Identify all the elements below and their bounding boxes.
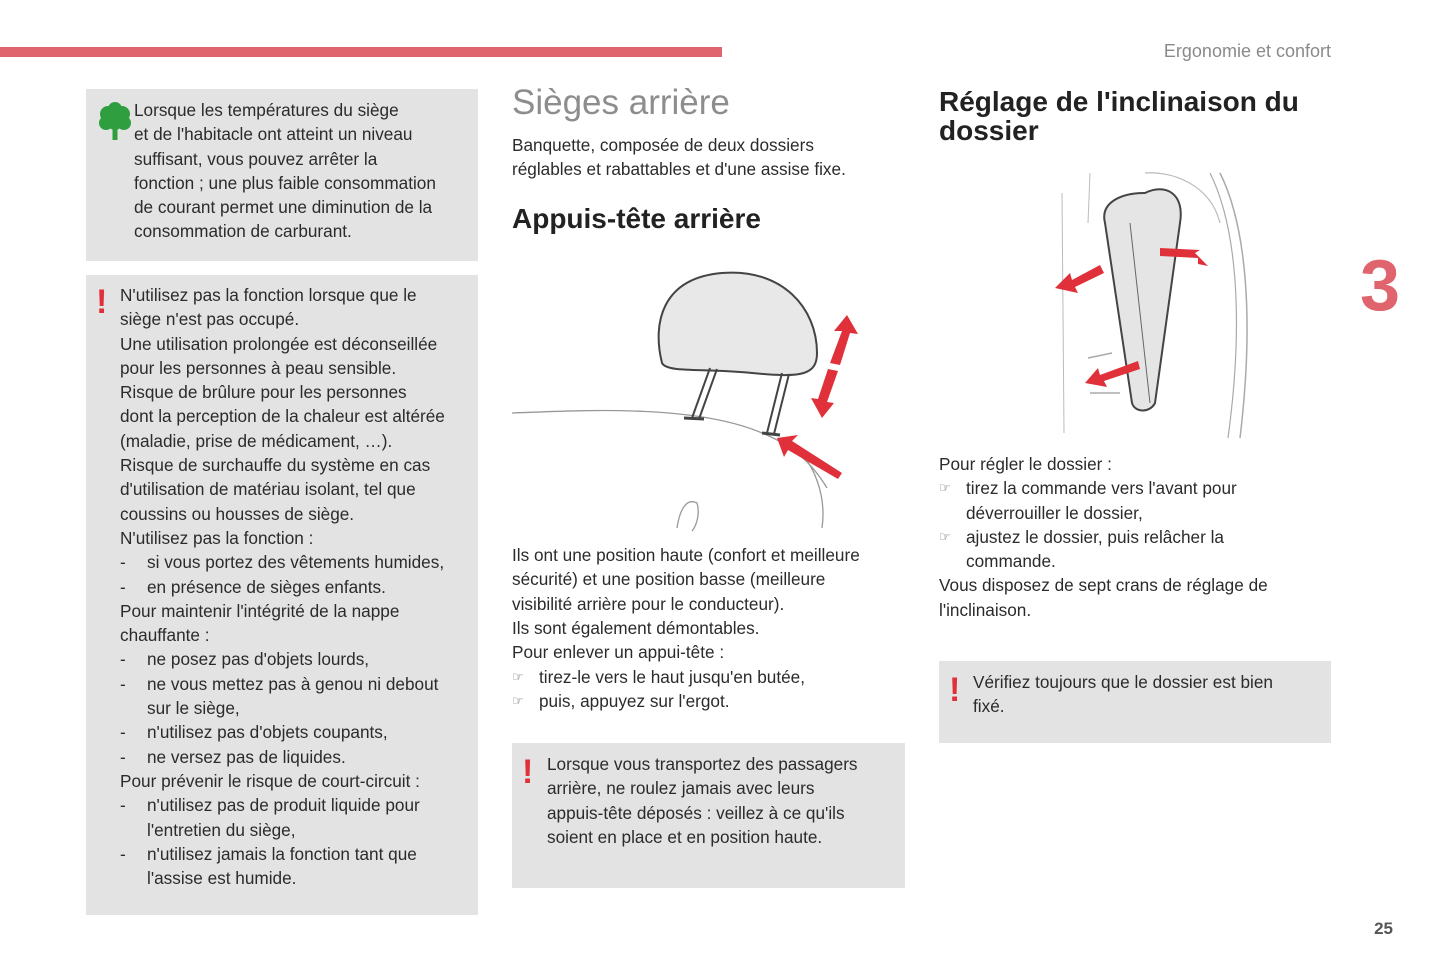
section-title: Ergonomie et confort — [1163, 41, 1331, 61]
hand-pointer-icon: ☞ — [939, 528, 951, 544]
hand-pointer-icon: ☞ — [512, 693, 524, 709]
warning-list-text: n'utilisez pas de produit liquide pour — [147, 795, 420, 816]
warning-list-item — [120, 575, 476, 599]
headrest-step — [512, 689, 805, 713]
warning-box-heating — [86, 275, 478, 915]
headrest-step — [512, 665, 805, 689]
hand-pointer-icon: ☞ — [939, 480, 951, 496]
recline-instructions — [939, 452, 1268, 622]
warning-list-item — [120, 842, 476, 866]
warning-line: pour les personnes à peau sensible. — [120, 357, 397, 378]
warning-box-seatback — [939, 661, 1331, 743]
warning-line: Pour maintenir l'intégrité de la nappe — [120, 600, 400, 621]
warning-list-text: n'utilisez pas d'objets coupants, — [147, 722, 388, 743]
warning-line: Pour prévenir le risque de court-circuit : — [120, 770, 420, 791]
warning-line: dont la perception de la chaleur est altérée — [120, 406, 445, 427]
step-text: déverrouiller le dossier, — [966, 502, 1143, 523]
page-number: 25 — [1374, 919, 1393, 938]
body-line: visibilité arrière pour le conducteur). — [512, 593, 785, 614]
exclamation-icon: ! — [96, 283, 108, 321]
warning-list-item — [120, 720, 476, 744]
recline-step — [939, 549, 1268, 573]
intro-text — [512, 133, 846, 182]
warning-list-item — [120, 745, 476, 769]
eco-line: fonction ; une plus faible consommation — [134, 172, 436, 193]
body-line: Pour enlever un appui-tête : — [512, 642, 725, 663]
warning-list-text: l'entretien du siège, — [147, 819, 296, 840]
step-text: tirez-le vers le haut jusqu'en butée, — [539, 667, 806, 687]
warning-list-text: n'utilisez jamais la fonction tant que — [147, 843, 417, 864]
warning-line: siège n'est pas occupé. — [120, 309, 300, 330]
dash-marker: - — [120, 673, 126, 694]
warning-list-text: ne versez pas de liquides. — [147, 746, 346, 767]
headrest-description — [512, 543, 860, 664]
seatback-illustration — [1050, 163, 1250, 443]
hand-pointer-icon — [939, 501, 966, 525]
tree-icon — [98, 102, 132, 142]
headrest-warning-text — [547, 752, 858, 849]
dash-marker: - — [120, 552, 126, 573]
eco-line: de courant permet une diminution de la — [134, 197, 433, 218]
headrest-illustration — [512, 263, 872, 533]
warning-line: chauffante : — [120, 625, 210, 646]
headrest-heading: Appuis-tête arrière — [512, 203, 761, 234]
body-line: Ils ont une position haute (confort et meilleure — [512, 545, 860, 565]
warning-list-item — [120, 672, 476, 696]
dash-marker: - — [120, 722, 126, 743]
warning-line: fixé. — [973, 696, 1005, 717]
intro-line: réglables et rabattables et d'une assise fixe. — [512, 159, 846, 180]
recline-heading — [939, 87, 1299, 145]
warning-line: coussins ou housses de siège. — [120, 503, 355, 524]
warning-line: soient en place et en position haute. — [547, 826, 823, 847]
warning-list-item — [120, 866, 476, 890]
body-line: Ils sont également démontables. — [512, 617, 760, 638]
warning-line: N'utilisez pas la fonction : — [120, 527, 314, 548]
warning-list-text: en présence de sièges enfants. — [147, 576, 386, 597]
body-line: sécurité) et une position basse (meilleure — [512, 569, 826, 590]
warning-line: arrière, ne roulez jamais avec leurs — [547, 778, 815, 799]
eco-line: et de l'habitacle ont atteint un niveau — [134, 124, 413, 145]
warning-line: Lorsque vous transportez des passagers — [547, 754, 858, 774]
body-line: Vous disposez de sept crans de réglage de — [939, 575, 1268, 596]
recline-step — [939, 476, 1268, 500]
hand-pointer-icon: ☞ — [512, 669, 524, 684]
warning-line: Vérifiez toujours que le dossier est bien — [973, 672, 1273, 692]
eco-note-box — [86, 89, 478, 261]
dash-marker: - — [120, 576, 126, 597]
warning-list-item — [120, 550, 476, 574]
dash-marker — [120, 696, 147, 720]
section-heading: Sièges arrière — [512, 83, 730, 122]
warning-line: d'utilisation de matériau isolant, tel que — [120, 479, 416, 500]
recline-step — [939, 501, 1268, 525]
dash-marker: - — [120, 746, 126, 767]
recline-step — [939, 525, 1268, 549]
step-text: commande. — [966, 551, 1056, 572]
body-line: l'inclinaison. — [939, 599, 1032, 620]
eco-line: consommation de carburant. — [134, 221, 352, 242]
eco-line: Lorsque les températures du siège — [134, 100, 399, 120]
dash-marker — [120, 866, 147, 890]
warning-line: N'utilisez pas la fonction lorsque que le — [120, 285, 417, 305]
headrest-steps — [512, 665, 805, 714]
warning-list-text: ne posez pas d'objets lourds, — [147, 649, 370, 670]
warning-box-headrest — [512, 743, 905, 888]
step-text: puis, appuyez sur l'ergot. — [539, 691, 730, 712]
warning-list-text: sur le siège, — [147, 698, 240, 719]
warning-list-text: l'assise est humide. — [147, 868, 297, 889]
step-text: ajustez le dossier, puis relâcher la — [966, 526, 1224, 547]
warning-list-text: ne vous mettez pas à genou ni debout — [147, 673, 439, 694]
intro-line: Banquette, composée de deux dossiers — [512, 135, 814, 155]
exclamation-icon: ! — [522, 753, 534, 791]
warning-list-text: si vous portez des vêtements humides, — [147, 552, 445, 573]
recline-heading-line2: dossier — [939, 115, 1039, 146]
seatback-warning-text — [973, 670, 1273, 719]
lead-line: Pour régler le dossier : — [939, 454, 1112, 474]
dash-marker: - — [120, 795, 126, 816]
eco-note-text — [134, 98, 436, 244]
warning-line: Une utilisation prolongée est déconseillée — [120, 333, 438, 354]
warning-line: Risque de surchauffe du système en cas — [120, 455, 431, 476]
warning-list-item — [120, 696, 476, 720]
recline-heading-line1: Réglage de l'inclinaison du — [939, 86, 1299, 117]
warning-list-item — [120, 793, 476, 817]
header-bar — [0, 47, 722, 57]
warning-line: (maladie, prise de médicament, …). — [120, 430, 393, 451]
warning-list-item — [120, 818, 476, 842]
warning-line: Risque de brûlure pour les personnes — [120, 382, 407, 403]
warning-text — [120, 283, 476, 890]
step-text: tirez la commande vers l'avant pour — [966, 478, 1237, 499]
warning-line: appuis-tête déposés : veillez à ce qu'ils — [547, 802, 845, 823]
hand-pointer-icon — [939, 549, 966, 573]
eco-line: suffisant, vous pouvez arrêter la — [134, 148, 378, 169]
dash-marker: - — [120, 649, 126, 670]
exclamation-icon: ! — [949, 671, 961, 709]
chapter-number: 3 — [1360, 246, 1401, 326]
warning-list-item — [120, 647, 476, 671]
dash-marker: - — [120, 843, 126, 864]
dash-marker — [120, 818, 147, 842]
